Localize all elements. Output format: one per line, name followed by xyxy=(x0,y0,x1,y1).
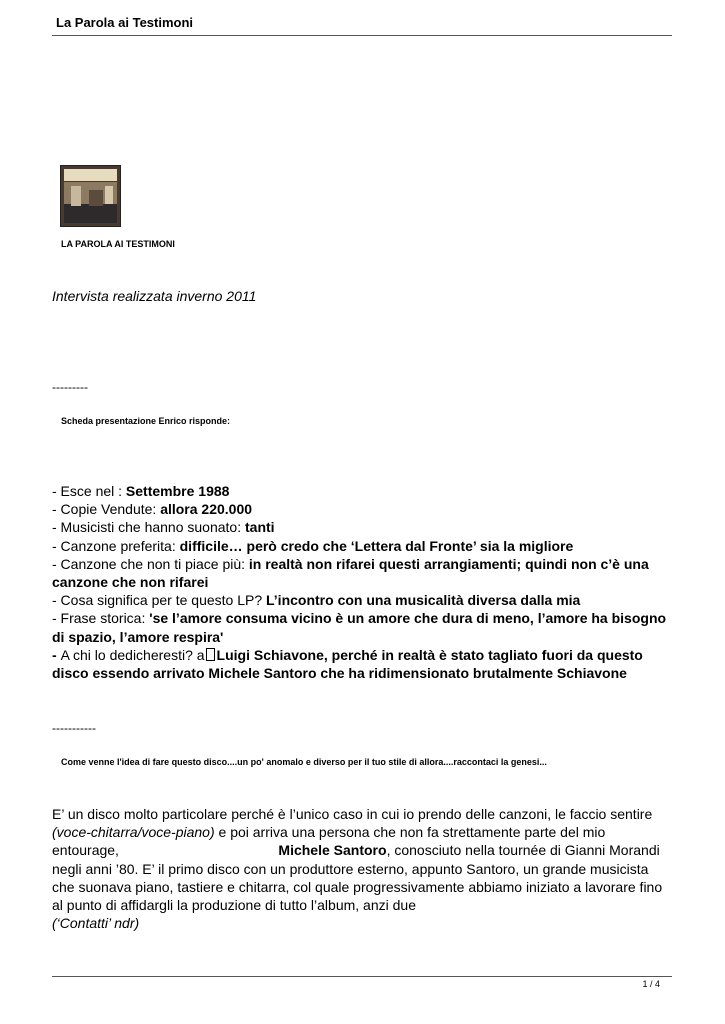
separator-2: ----------- xyxy=(52,721,96,735)
qa-item: - Frase storica: 'se l’amore consuma vicino è un amore che dura di meno, l’amore ha bisogno di spazio, l’amore respira' xyxy=(52,610,667,645)
page-number: 1 / 4 xyxy=(642,979,660,989)
qa-item: - Cosa significa per te questo LP? L’incontro con una musicalità diversa dalla mia xyxy=(52,592,581,609)
answer-paragraph: E’ un disco molto particolare perché è l’unico caso in cui io prendo delle canzoni, le faccio sentire (voce-chitarra/voce-piano) e poi arriva una persona che non fa strettamente parte del mio entourage, Michele Santoro, conosciuto nella tournée di Gianni Morandi negli anni ’80. E’ il primo disco con un produttore esterno, appunto Santoro, un grande musicista che suonava piano, tastiere e chitarra, col quale progressivamente abbiamo iniziato a lavorare fino al punto di affidargli la produzione di tutto l’album, anzi due (‘Contatti’ ndr) xyxy=(52,806,663,932)
cover-title-band xyxy=(64,169,117,181)
qa-item: - Copie Vendute: allora 220.000 xyxy=(52,501,253,518)
qa-list xyxy=(52,482,672,682)
cover-lower-scene xyxy=(64,204,117,223)
cover-figure xyxy=(105,186,113,204)
footer-divider xyxy=(52,976,672,977)
question-heading: Come venne l'idea di fare questo disco....un po' anomalo e diverso per il tuo stile di allora....raccontaci la genesi... xyxy=(61,757,547,767)
page-header-title: La Parola ai Testimoni xyxy=(56,15,194,30)
cover-figure xyxy=(89,190,103,206)
missing-glyph-box xyxy=(206,648,215,661)
qa-item: - Musicisti che hanno suonato: tanti xyxy=(52,519,275,536)
interview-date: Intervista realizzata inverno 2011 xyxy=(52,288,257,304)
header-divider xyxy=(52,35,672,36)
qa-item: - Canzone preferita: difficile… però credo che ‘Lettera dal Fronte’ sia la migliore xyxy=(52,537,574,554)
scheda-heading: Scheda presentazione Enrico risponde: xyxy=(61,416,231,426)
qa-item-last: - A chi lo dedicheresti? a Luigi Schiavone, perché in realtà è stato tagliato fuori da questo disco essendo arrivato Michele Santoro che ha ridimensionato brutalmente Schiavone xyxy=(52,646,643,682)
separator-1: --------- xyxy=(52,380,88,394)
album-cover-image xyxy=(60,165,121,227)
qa-item: - Esce nel : Settembre 1988 xyxy=(52,483,230,499)
cover-figure xyxy=(71,186,81,206)
section-subtitle: LA PAROLA AI TESTIMONI xyxy=(61,239,175,249)
qa-item: - Canzone che non ti piace più: in realtà non rifarei questi arrangiamenti; quindi non c’è una canzone che non rifarei xyxy=(52,555,649,591)
